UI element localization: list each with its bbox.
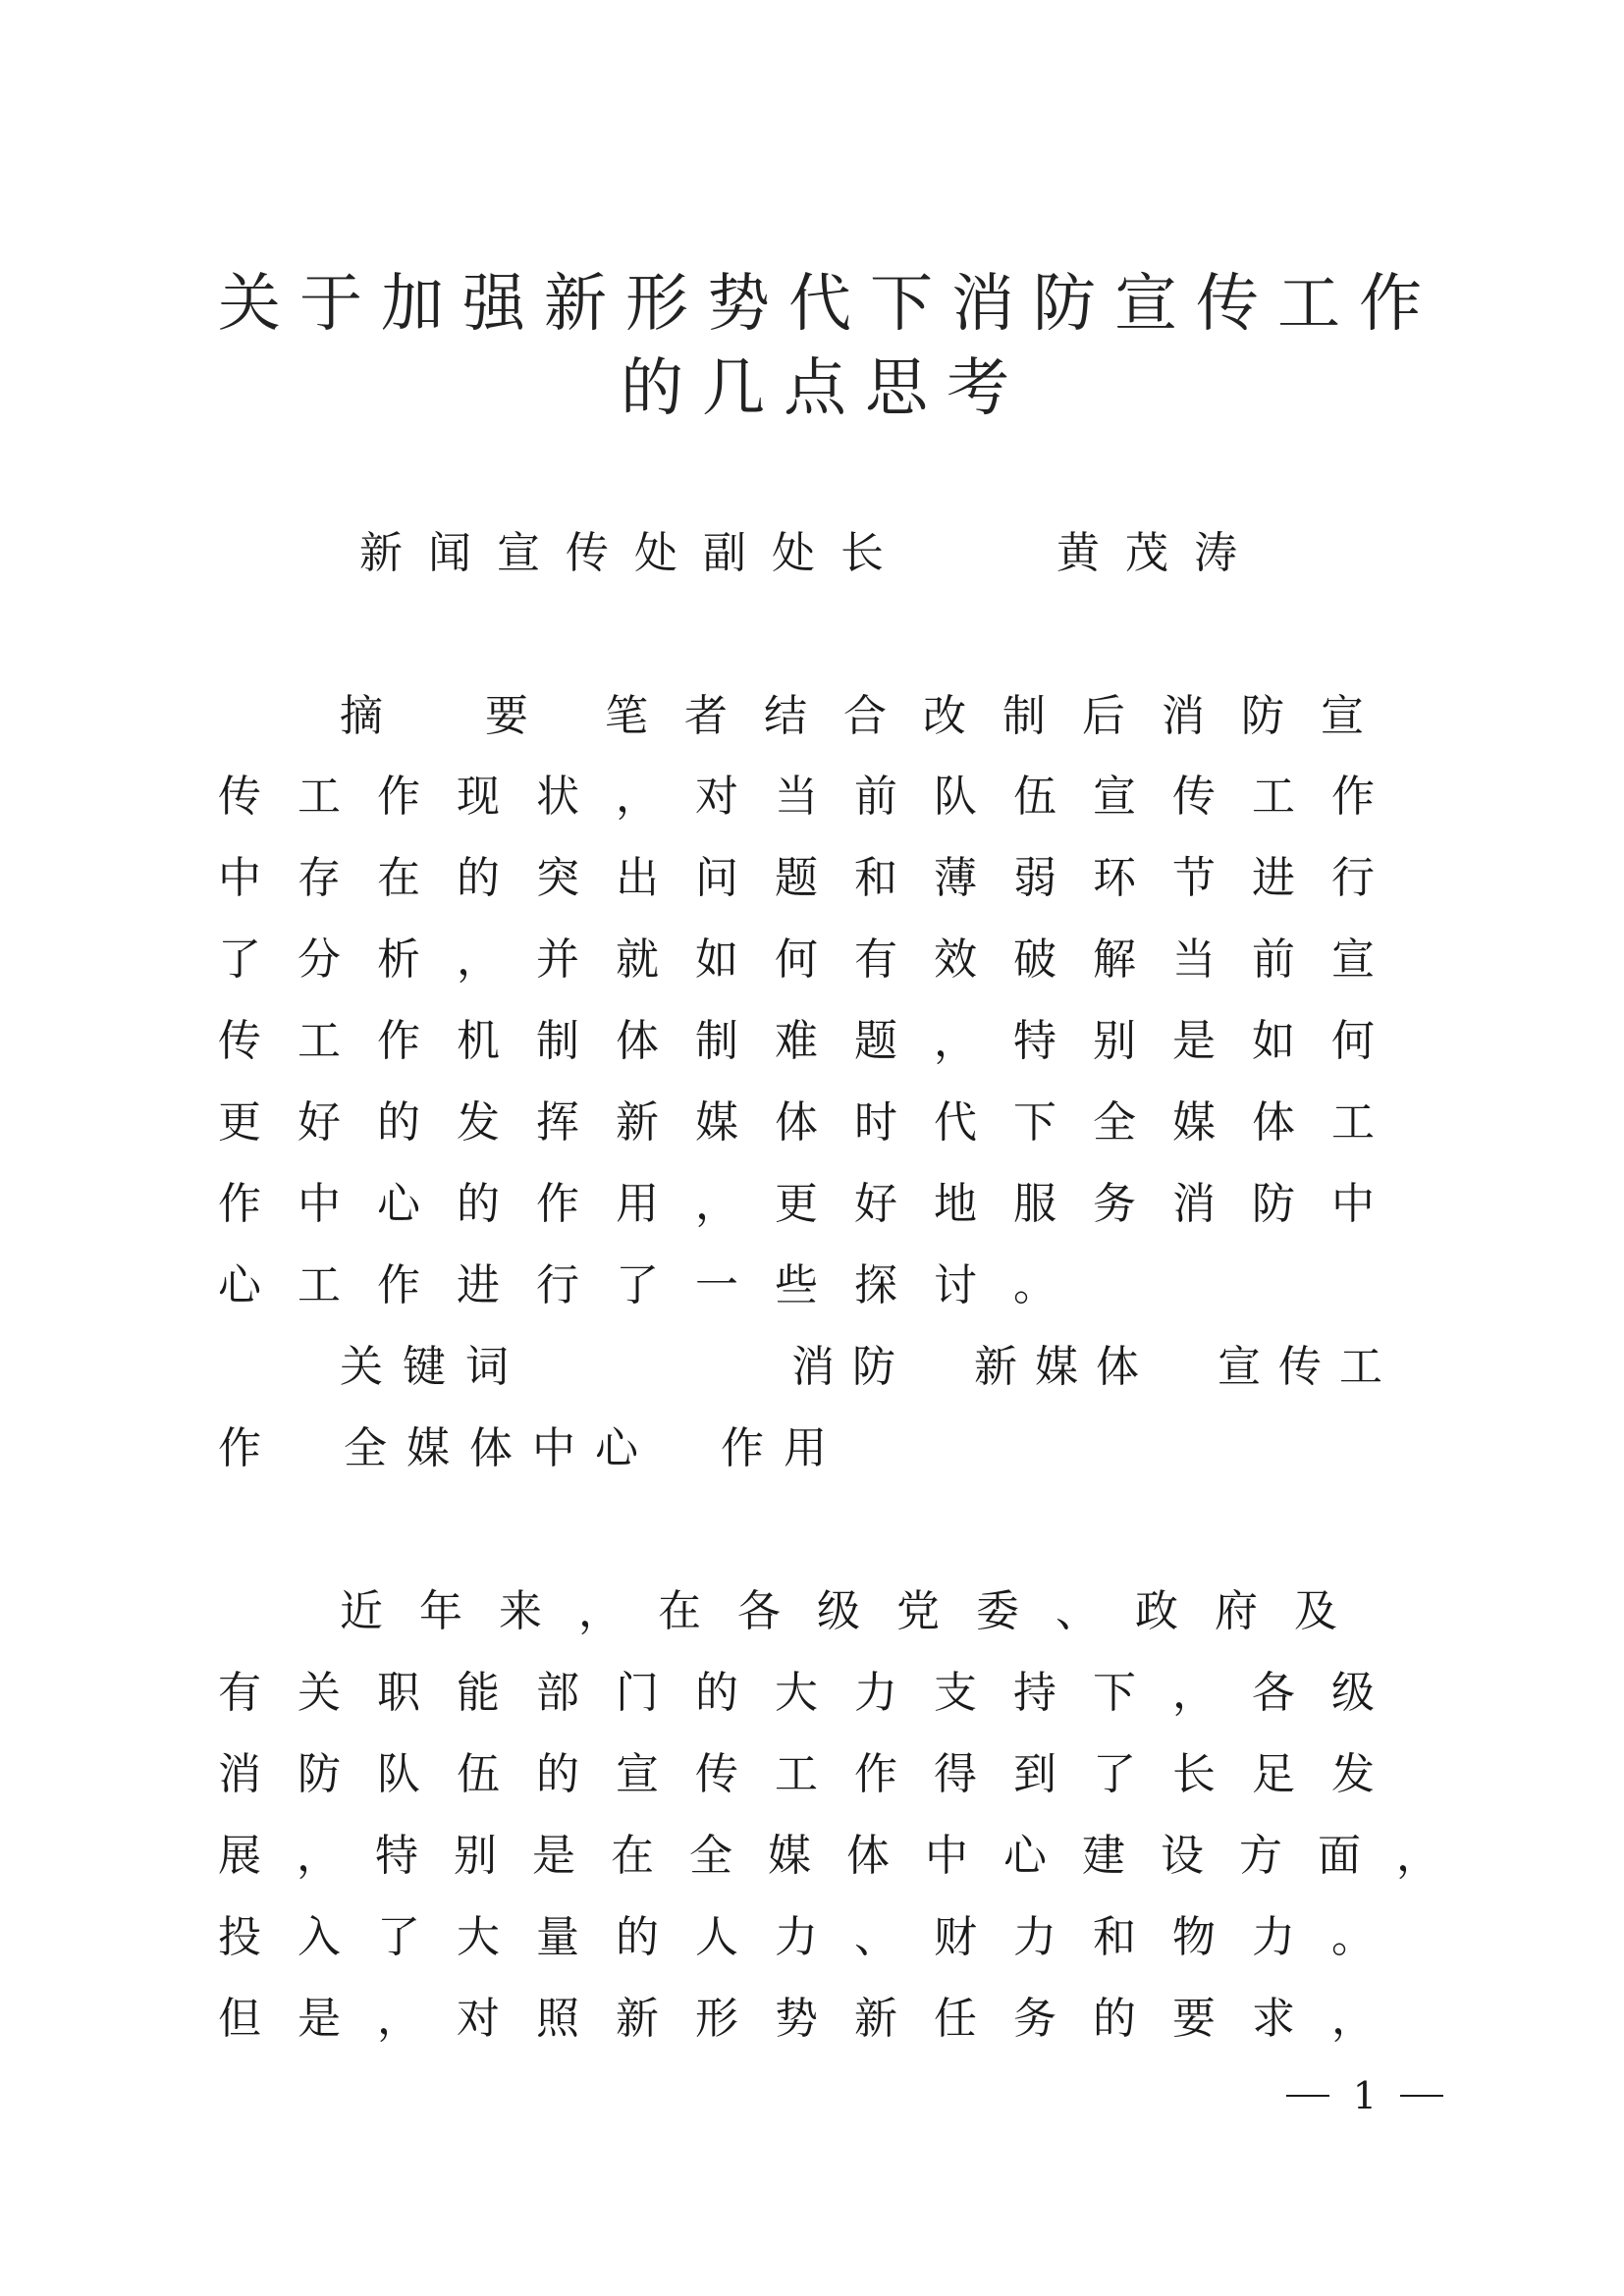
keywords-line: 作 全媒体中心 作用 [218,1423,846,1473]
abstract-line-row [218,1012,1411,1071]
page-number-dash-left [1286,2095,1329,2097]
title-text: 关于加强新形势代下消防宣传工作 [218,268,1440,341]
page-number-value: 1 [1352,2074,1378,2117]
abstract-first-line [340,687,1400,746]
body-line [218,1745,1411,1804]
keywords-first-line [340,1338,1400,1397]
abstract-line: 更好的发挥新媒体时代下全媒体工 [218,1097,1411,1148]
abstract-line: 心工作进行了一些探讨。 [218,1260,1093,1310]
body-text: 有关职能部门的大力支持下，各级 [218,1668,1411,1718]
body-line [218,1990,1411,2049]
body-text: 消防队伍的宣传工作得到了长足发 [218,1749,1411,1799]
keywords-line-row [218,1419,945,1478]
abstract-line-row [218,1175,1411,1234]
author-position: 新闻宣传处副处长 [359,528,909,578]
abstract-line: 作中心的作用，更好地服务消防中 [218,1179,1411,1229]
author-name: 黄茂涛 [1056,528,1263,578]
abstract-line: 传工作机制体制难题，特别是如何 [218,1016,1411,1066]
title-line-2 [621,349,1028,428]
abstract-line-row [218,1094,1411,1152]
abstract-label: 摘 要 [340,691,558,741]
abstract-line: 笔者结合改制后消防宣 [605,691,1400,741]
body-text: 投入了大量的人力、财力和物力。 [218,1912,1411,1962]
abstract-line-row [218,768,1411,827]
body-line [218,1664,1411,1723]
abstract-line-row [218,931,1411,989]
abstract-line: 了分析，并就如何有效破解当前宣 [218,934,1411,985]
abstract-line: 传工作现状，对当前队伍宣传工作 [218,772,1411,822]
abstract-line-row [218,849,1411,908]
body-line [340,1582,1400,1641]
body-text: 展，特别是在全媒体中心建设方面， [218,1831,1475,1881]
title-line-1 [218,265,1440,344]
title-text: 的几点思考 [621,352,1028,425]
body-text: 近年来，在各级党委、政府及 [340,1586,1374,1636]
keywords-line: 消防 新媒体 宣传工 [791,1342,1400,1392]
page-number-dash-right [1400,2095,1443,2097]
body-line [218,1908,1411,1967]
keywords-label: 关键词 [340,1342,528,1392]
page-number [1286,2071,1443,2120]
author-line [359,524,1263,583]
abstract-line-row [218,1256,1102,1315]
body-text: 但是，对照新形势新任务的要求， [218,1994,1411,2044]
body-line [218,1827,1475,1886]
abstract-line: 中存在的突出问题和薄弱环节进行 [218,853,1411,903]
